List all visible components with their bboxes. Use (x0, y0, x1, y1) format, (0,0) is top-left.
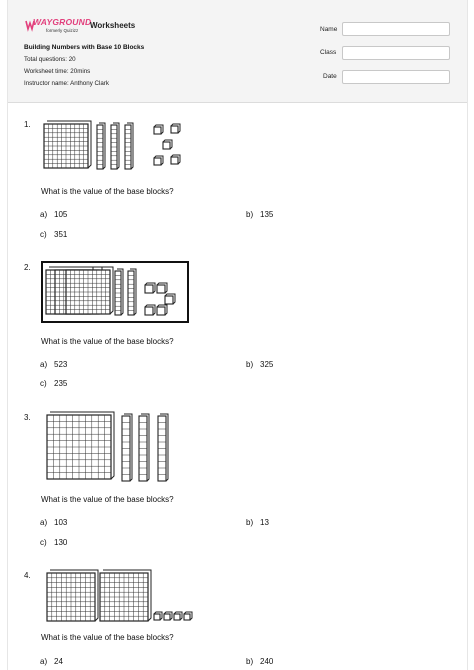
question-4-text: What is the value of the base blocks? (41, 633, 174, 642)
question-1-option-c[interactable] (40, 230, 67, 239)
question-2-option-a[interactable] (40, 360, 67, 369)
brand-subtitle: formerly Quizizz (46, 28, 79, 33)
question-2-option-c[interactable] (40, 379, 67, 388)
option-letter: a) (40, 210, 48, 219)
option-text: 105 (54, 210, 68, 219)
question-2-text: What is the value of the base blocks? (41, 337, 174, 346)
question-1-base-blocks-figure (41, 118, 191, 173)
worksheet-header (8, 0, 467, 103)
option-letter: b) (246, 657, 254, 666)
date-field[interactable] (342, 70, 450, 84)
option-text: 240 (260, 657, 274, 666)
hundred-flat (100, 570, 151, 621)
one-cube (154, 156, 163, 165)
question-4-option-b[interactable] (246, 657, 273, 666)
question-3-base-blocks-figure (44, 408, 174, 484)
one-cube (145, 305, 155, 315)
question-4-option-a[interactable] (40, 657, 63, 666)
ten-rod (158, 414, 168, 481)
hundred-flat (47, 412, 114, 479)
question-4-number: 4. (24, 571, 31, 580)
ten-rod (122, 414, 132, 481)
ten-rod (111, 123, 119, 169)
hundred-flat (44, 121, 91, 168)
worksheets-label: Worksheets (90, 21, 136, 30)
page-border-right (467, 0, 468, 670)
question-2-base-blocks-figure (41, 261, 189, 323)
name-label: Name (320, 26, 338, 33)
question-1-number: 1. (24, 120, 31, 129)
option-letter: a) (40, 657, 48, 666)
worksheet-time: Worksheet time: 20mins (24, 68, 91, 75)
option-text: 135 (260, 210, 274, 219)
name-field[interactable] (342, 22, 450, 36)
option-letter: a) (40, 518, 48, 527)
one-cube (164, 612, 172, 620)
question-3-option-c[interactable] (40, 538, 67, 547)
instructor-name: Instructor name: Anthony Clark (24, 80, 109, 87)
question-3-option-a[interactable] (40, 518, 67, 527)
hundred-flat (47, 570, 98, 621)
worksheet-title: Building Numbers with Base 10 Blocks (24, 44, 145, 51)
option-text: 235 (54, 379, 68, 388)
question-1-text: What is the value of the base blocks? (41, 187, 174, 196)
option-letter: b) (246, 518, 254, 527)
option-text: 523 (54, 360, 68, 369)
option-letter: c) (40, 379, 47, 388)
one-cube (165, 294, 175, 304)
option-text: 325 (260, 360, 274, 369)
class-field[interactable] (342, 46, 450, 60)
one-cube (171, 155, 180, 164)
one-cube (157, 305, 167, 315)
option-text: 103 (54, 518, 68, 527)
one-cube (157, 283, 167, 293)
ten-rod (125, 123, 133, 169)
hundred-flat (66, 267, 113, 314)
question-2-number: 2. (24, 263, 31, 272)
question-1-option-b[interactable] (246, 210, 273, 219)
option-text: 24 (54, 657, 63, 666)
question-1-option-a[interactable] (40, 210, 67, 219)
one-cube (163, 140, 172, 149)
option-text: 13 (260, 518, 269, 527)
date-label: Date (323, 73, 337, 80)
question-3-number: 3. (24, 413, 31, 422)
option-text: 351 (54, 230, 68, 239)
one-cube (174, 612, 182, 620)
question-2-option-b[interactable] (246, 360, 273, 369)
ten-rod (139, 414, 149, 481)
class-label: Class (320, 49, 337, 56)
question-4-base-blocks-figure (44, 566, 194, 624)
ten-rod (97, 123, 105, 169)
option-letter: b) (246, 210, 254, 219)
total-questions: Total questions: 20 (24, 56, 76, 63)
one-cube (154, 612, 162, 620)
option-letter: b) (246, 360, 254, 369)
option-letter: c) (40, 538, 47, 547)
option-letter: a) (40, 360, 48, 369)
one-cube (154, 125, 163, 134)
option-letter: c) (40, 230, 47, 239)
option-text: 130 (54, 538, 68, 547)
question-3-option-b[interactable] (246, 518, 269, 527)
brand-name: WAYGROUND (33, 17, 92, 27)
one-cube (145, 283, 155, 293)
one-cube (184, 612, 192, 620)
question-3-text: What is the value of the base blocks? (41, 495, 174, 504)
one-cube (171, 124, 180, 133)
